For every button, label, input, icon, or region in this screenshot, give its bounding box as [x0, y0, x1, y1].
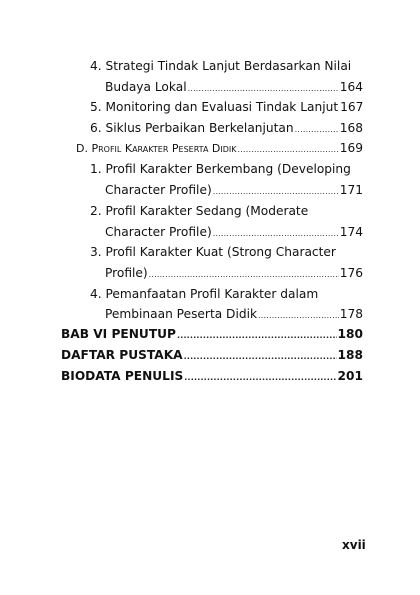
toc-entry-text: 1. Profil Karakter Berkembang (Developing	[90, 162, 351, 176]
toc-line	[90, 99, 363, 117]
toc-page-number: 201	[337, 369, 363, 383]
toc-line	[90, 120, 363, 138]
toc-entry-text: 5. Monitoring dan Evaluasi Tindak Lanjut	[90, 100, 339, 114]
toc-entry-text: Pembinaan Peserta Didik	[105, 307, 258, 321]
toc-page-number: 169	[339, 141, 363, 155]
toc-line	[76, 140, 363, 158]
toc-line	[105, 306, 363, 324]
toc-line	[90, 161, 350, 177]
page-number-footer: xvii	[342, 538, 366, 552]
toc-line	[90, 244, 350, 260]
dot-leader	[177, 328, 337, 344]
dot-leader	[184, 349, 337, 365]
dot-leader	[258, 308, 339, 324]
dot-leader	[238, 142, 339, 158]
toc-line	[105, 79, 363, 97]
toc-chapter-heading: BAB VI PENUTUP	[61, 327, 176, 341]
toc-entry-text: Budaya Lokal	[105, 80, 187, 94]
toc-line	[61, 326, 363, 344]
toc-entry-text: 6. Siklus Perbaikan Berkelanjutan	[90, 121, 294, 135]
toc-chapter-heading: DAFTAR PUSTAKA	[61, 348, 183, 362]
toc-page-number: 171	[339, 183, 363, 197]
toc-line	[90, 58, 352, 74]
toc-page-number: 174	[339, 225, 363, 239]
toc-line	[90, 203, 350, 219]
toc-page-number: 176	[339, 266, 363, 280]
toc-page-number: 188	[337, 348, 363, 362]
dot-leader	[213, 184, 339, 200]
toc-entry-text: 4. Strategi Tindak Lanjut Berdasarkan Nilai	[90, 59, 352, 73]
toc-entry-text: 3. Profil Karakter Kuat (Strong Character	[90, 245, 336, 259]
toc-line	[90, 286, 350, 302]
toc-line	[105, 224, 363, 242]
toc-page-number: 168	[339, 121, 363, 135]
toc-page-number: 180	[337, 327, 363, 341]
dot-leader	[149, 267, 339, 283]
toc-line	[105, 265, 363, 283]
dot-leader	[295, 122, 339, 138]
toc-line	[61, 368, 363, 386]
toc-page-number: 164	[339, 80, 363, 94]
toc-page-number: 167	[340, 100, 364, 114]
toc-entry-text: Profile)	[105, 266, 148, 280]
toc-line	[105, 182, 363, 200]
dot-leader	[213, 226, 339, 242]
toc-entry-text: 2. Profil Karakter Sedang (Moderate	[90, 204, 309, 218]
dot-leader	[184, 370, 336, 386]
toc-section-heading: D. Profil Karakter Peserta Didik	[76, 142, 237, 155]
toc-entry-text: Character Profile)	[105, 225, 212, 239]
toc-line	[61, 347, 363, 365]
toc-entry-text: 4. Pemanfaatan Profil Karakter dalam	[90, 287, 319, 301]
dot-leader	[188, 81, 339, 97]
toc-chapter-heading: BIODATA PENULIS	[61, 369, 184, 383]
toc-page-number: 178	[339, 307, 363, 321]
toc-entry-text: Character Profile)	[105, 183, 212, 197]
